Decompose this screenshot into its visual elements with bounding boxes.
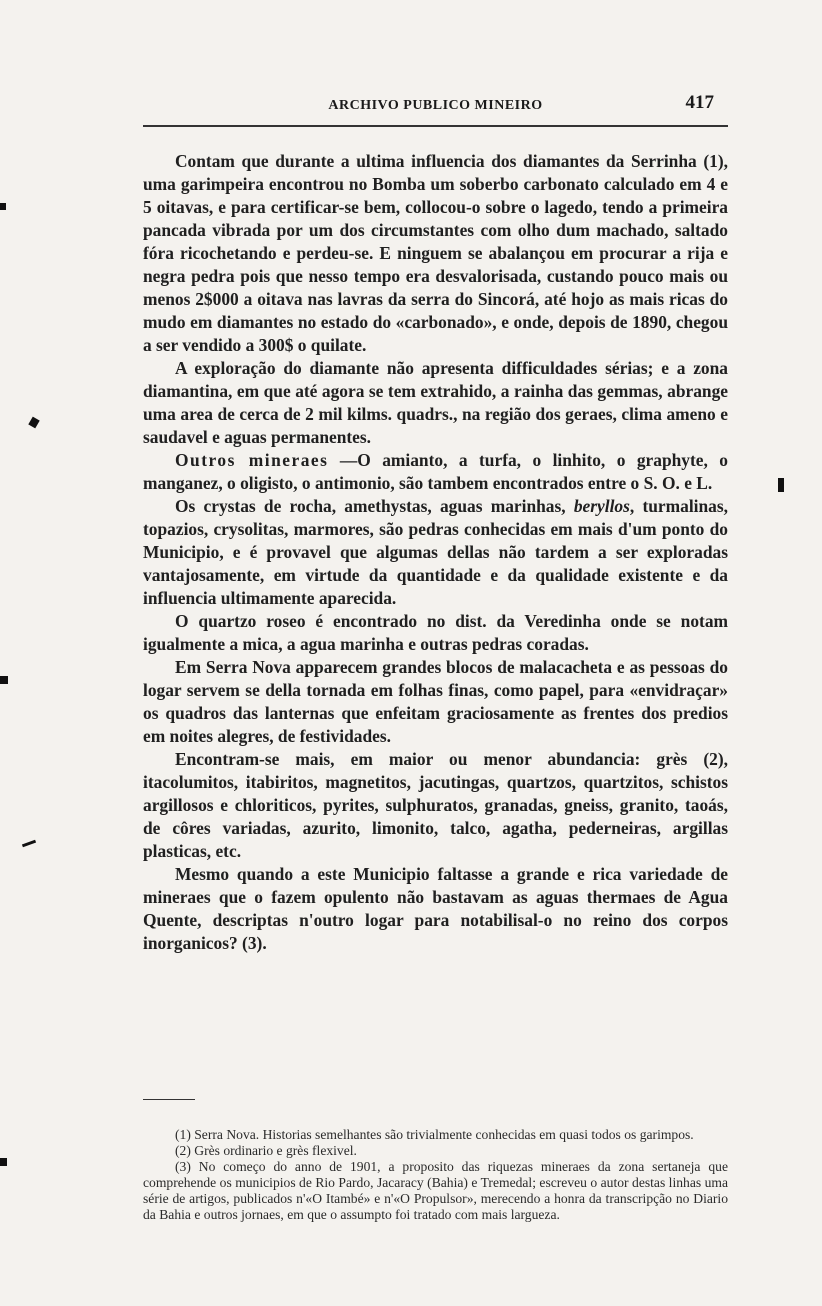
paragraph-8: Mesmo quando a este Municipio faltasse a grande e rica variedade de mineraes que o fazem opulento não bastavam as aguas thermaes de Agua Quente, descriptas n'outro logar para notabilisal-o no reino dos corpos inorganicos? (3).	[143, 864, 728, 953]
paragraph-3-text: —O amianto, a turfa, o linhito, o graphyte, o manganez, o oligisto, o antimonio, são tambem encontrados entre o S. O. e L.	[143, 450, 728, 493]
footnotes	[143, 1127, 728, 1223]
paragraph-2: A exploração do diamante não apresenta difficuldades sérias; e a zona diamantina, em que até agora se tem extrahido, a rainha das gemmas, abrange uma area de cerca de 2 mil kilms. quadrs., na região dos geraes, clima ameno e saudavel e aguas permanentes.	[143, 358, 728, 447]
margin-mark	[22, 840, 36, 848]
paragraph-4-text-b: , turmalinas, topazios, crysolitas, marmores, são pedras conhecidas em mais d'um ponto do Municipio, e é provavel que algumas dellas não tardem a ser exploradas vantajosamente, em virtude da quantidade e da qualidade existente e da influencia ultimamente aparecida.	[143, 496, 728, 608]
paragraph-4-text-a: Os crystas de rocha, amethystas, aguas marinhas,	[175, 496, 574, 516]
running-title: ARCHIVO PUBLICO MINEIRO	[328, 98, 543, 113]
paragraph-5: O quartzo roseo é encontrado no dist. da Veredinha onde se notam igualmente a mica, a agua marinha e outras pedras coradas.	[143, 611, 728, 654]
footnote-3: (3) No começo do anno de 1901, a proposito das riquezas mineraes da zona sertaneja que comprehende os municipios de Rio Pardo, Jacaracy (Bahia) e Tremedal; escreveu o autor destas linhas uma série de artigos, publicados n'«O Itambé» e n'«O Propulsor», merecendo a honra da transcripção no Diario da Bahia e outros jornaes, em que o assumpto foi tratado com mais largueza.	[143, 1159, 728, 1222]
paragraph-3	[143, 449, 728, 495]
body-text	[143, 150, 728, 955]
paragraph-7: Encontram-se mais, em maior ou menor abundancia: grès (2), itacolumitos, itabiritos, magnetitos, jacutingas, quartzos, quartzitos, schistos argillosos e chloriticos, pyrites, sulphuratos, granadas, gneiss, granito, taoás, de côres variadas, azurito, limonito, talco, agatha, pederneiras, argillas plasticas, etc.	[143, 749, 728, 861]
margin-mark	[778, 478, 784, 492]
paragraph-4	[143, 495, 728, 610]
paragraph-4-italic: beryllos	[573, 496, 630, 516]
footnote-1: (1) Serra Nova. Historias semelhantes são trivialmente conhecidas em quasi todos os garimpos.	[175, 1127, 694, 1142]
margin-mark	[0, 676, 8, 684]
paragraph-6: Em Serra Nova apparecem grandes blocos de malacacheta e as pessoas do logar servem se della tornada em folhas finas, como papel, para «envidraçar» os quadros das lanternas que enfeitam graciosamente as frentes dos predios em noites alegres, de festividades.	[143, 657, 728, 746]
margin-mark	[28, 417, 39, 429]
margin-mark	[0, 203, 6, 210]
paragraph-1: Contam que durante a ultima influencia dos diamantes da Serrinha (1), uma garimpeira encontrou no Bomba um soberbo carbonato calculado em 4 e 5 oitavas, e para certificar-se bem, collocou-o sobre o lagedo, tendo a primeira pancada vibrada por um dos circumstantes com olho dum machado, saltado fóra ricochetando e perdeu-se. E ninguem se abalançou em procurar a rija e negra pedra pois que nesso tempo era desvalorisada, custando pouco mais ou menos 2$000 a oitava nas lavras da serra do Sincorá, até hojo as mais ricas do mudo em diamantes no estado do «carbonado», e onde, depois de 1890, chegou a ser vendido a 300$ o quilate.	[143, 151, 728, 355]
running-head	[143, 92, 728, 122]
header-rule	[143, 125, 728, 127]
page-number: 417	[685, 92, 714, 113]
footnote-2: (2) Grès ordinario e grès flexivel.	[175, 1143, 357, 1158]
footnote-rule	[143, 1099, 195, 1100]
margin-mark	[0, 1158, 7, 1166]
section-heading: Outros mineraes	[175, 450, 329, 470]
